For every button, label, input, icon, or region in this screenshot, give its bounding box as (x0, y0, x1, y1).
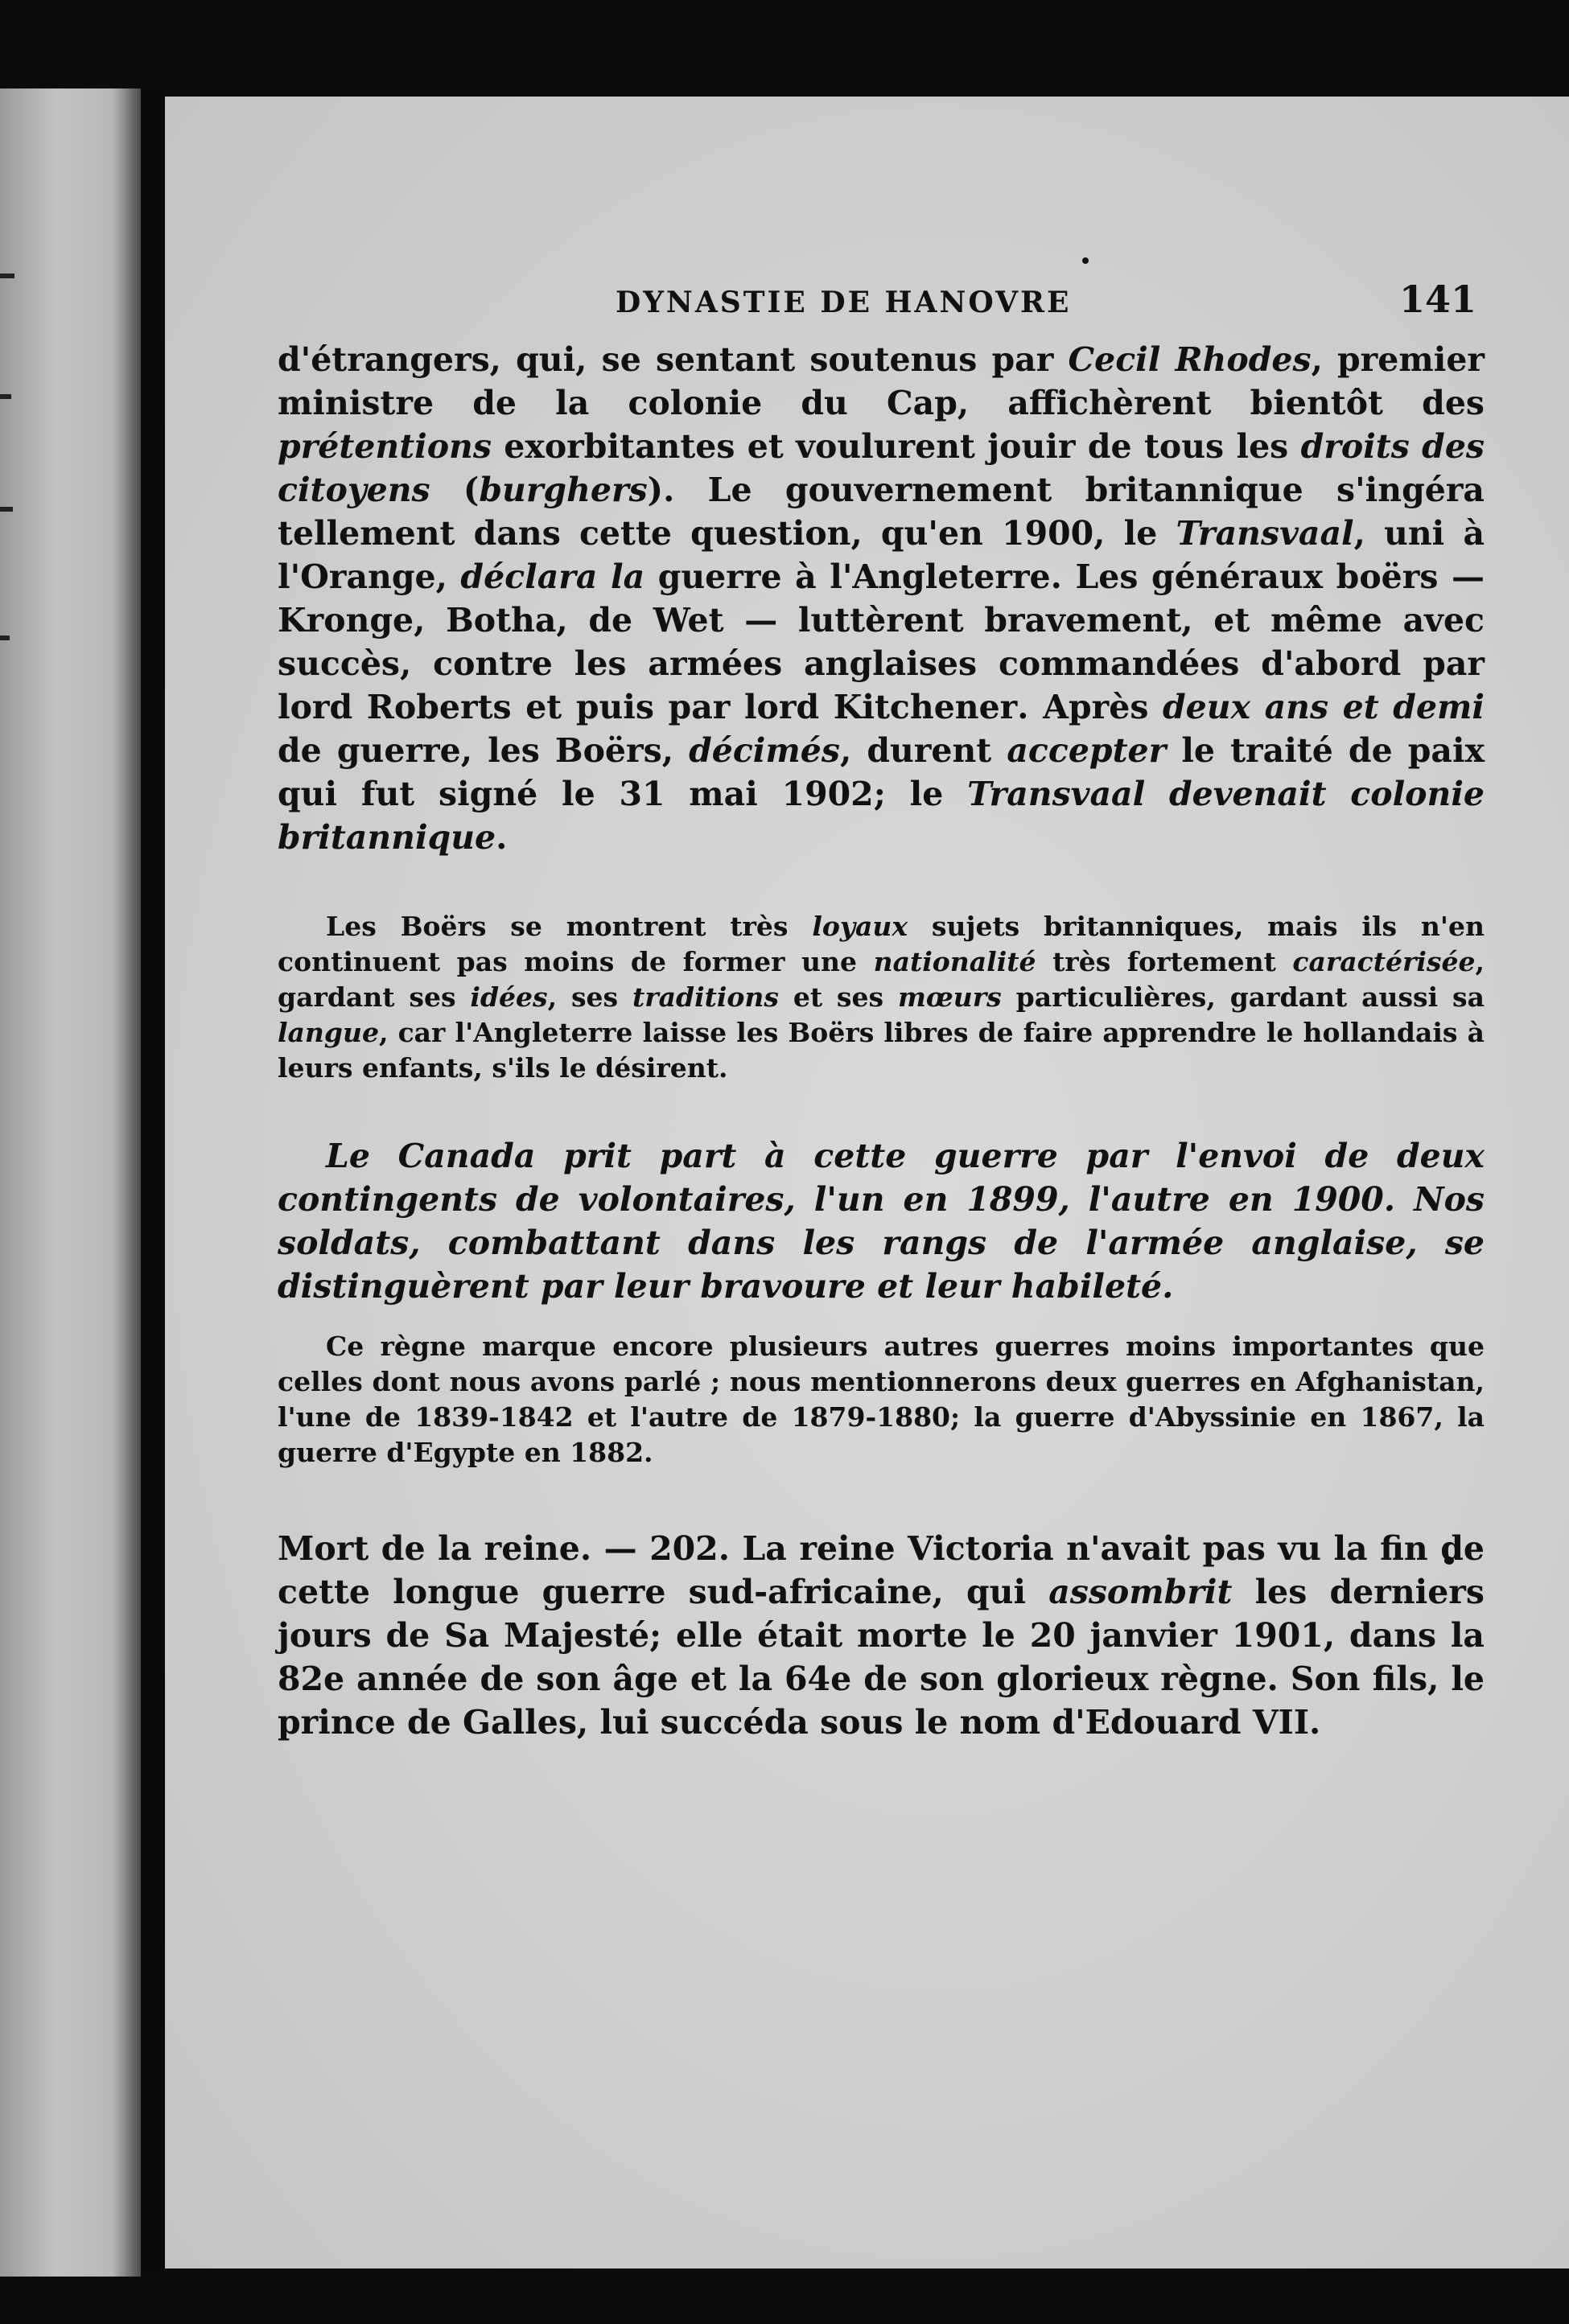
text-run: loyaux (812, 911, 908, 942)
text-run: décimés (689, 731, 840, 770)
text-run: d'étrangers (278, 340, 490, 379)
text-run: déclara la (460, 557, 645, 596)
text-run: accepter (1007, 731, 1167, 770)
text-run: Edouard VII (1085, 1703, 1310, 1742)
text-run: Les Boërs se montrent très (326, 911, 813, 942)
page-content (278, 274, 1485, 1744)
text-run: caractérisée (1292, 946, 1476, 977)
section-heading: Mort de la reine. (278, 1529, 592, 1568)
page-number: 141 (1398, 278, 1476, 321)
text-run: et puis par (511, 688, 744, 726)
text-run: — 202. La reine Victoria n'avait pas vu la fin de cette longue guerre sud-africaine, qui (278, 1529, 1485, 1611)
text-run: ). Le gouvernement britannique s'ingéra tellement dans cette question, qu'en (278, 471, 1485, 553)
text-run: les derniers jours de Sa Majesté; elle était morte le 20 janvier (278, 1573, 1485, 1655)
text-run: 82e année (278, 1660, 468, 1698)
text-run: , car l'Angleterre laisse les Boërs libres de faire apprendre le (378, 1017, 1303, 1048)
text-run: Transvaal (1176, 514, 1354, 553)
text-run: Cecil Rhodes (1068, 340, 1312, 379)
text-run: en 1867, la guerre d' (278, 1401, 1485, 1468)
text-run: Kronge, Botha, de Wet (278, 601, 724, 640)
text-run: guerre (657, 557, 782, 596)
text-run: Egypte (413, 1437, 516, 1468)
text-run: le traité de paix qui fut signé le 31 mai 1902; le (278, 731, 1485, 813)
text-run: Abyssinie (1155, 1401, 1296, 1433)
text-run: . (496, 818, 508, 857)
text-run: , qui, se sentant soutenus par (489, 340, 1069, 379)
text-run: burghers (479, 471, 648, 509)
text-run: à leurs enfants, s'ils le désirent. (278, 1017, 1485, 1084)
text-run: très fortement (1036, 946, 1293, 977)
paragraph-boers-loyalty (278, 909, 1485, 1086)
text-run: 64e (784, 1660, 852, 1698)
paragraph-canada-contingents: Le Canada prit part à cette guerre par l'envoi de deux contingents de volontaires, l'un en 1899, l'autre en 1900. Nos soldats, combattant dans les rangs de l'armée anglaise, se distinguèrent par leur bravoure et leur habileté. (278, 1137, 1485, 1306)
text-run: de son glorieux règne. Son fils, le prince de Galles, lui succéda sous le nom d' (278, 1660, 1485, 1742)
text-run: , gardant ses (278, 946, 1485, 1013)
facing-page-mark (0, 636, 10, 640)
text-run: deux ans et demi (1163, 688, 1485, 726)
paragraph-other-wars (278, 1329, 1485, 1470)
text-run: particulières, gardant aussi sa (1001, 981, 1485, 1013)
text-run: de guerre, les Boërs, (278, 731, 690, 770)
text-run: , l'une de 1839-1842 et l'autre de 1879-1880; la guerre d' (278, 1366, 1485, 1433)
facing-page-mark (0, 274, 14, 278)
running-head (278, 274, 1485, 338)
text-run: . Après (1017, 688, 1163, 726)
text-run: à l'Angleterre. Les généraux boërs — (781, 557, 1485, 596)
text-run: , dans la (1323, 1616, 1485, 1655)
text-run: , premier ministre de la colonie du Cap, affichèrent bientôt des (278, 340, 1485, 422)
text-run: en 1882. (515, 1437, 653, 1468)
facing-page-mark (0, 394, 11, 399)
text-run: lord Roberts (278, 688, 512, 726)
text-run: idées (470, 981, 548, 1013)
text-run: sujets britanniques, mais ils n'en continuent pas moins de former une (278, 911, 1485, 977)
book-page (165, 97, 1569, 2268)
text-run: ( (430, 471, 480, 509)
paragraph-death-of-queen (278, 1527, 1485, 1744)
text-run: Afghanistan (1295, 1366, 1476, 1397)
text-run: assombrit (1048, 1573, 1233, 1611)
text-run: mœurs (897, 981, 1002, 1013)
text-run: hollandais (1303, 1017, 1458, 1048)
text-run: 1901 (1231, 1616, 1324, 1655)
text-run: , durent (839, 731, 1007, 770)
gutter-shadow (141, 88, 165, 2277)
text-run: de son âge et la (467, 1660, 785, 1698)
text-run: prétentions (278, 427, 492, 466)
text-run: . (1309, 1703, 1321, 1742)
paragraph-transvaal-war (278, 338, 1485, 859)
text-run: langue (278, 1017, 379, 1048)
facing-page-mark (0, 507, 13, 512)
text-run: Transvaal devenait colonie britannique (278, 775, 1485, 857)
text-run: traditions (632, 981, 779, 1013)
running-title: DYNASTIE DE HANOVRE (616, 286, 1072, 319)
text-run: exorbitantes et voulurent jouir de tous les (491, 427, 1301, 466)
text-run: lord Kitchener (743, 688, 1018, 726)
text-run: 1900 (1002, 514, 1094, 553)
text-run: droits des citoyens (278, 427, 1485, 509)
text-run: , le (1093, 514, 1176, 553)
text-run: et ses (778, 981, 898, 1013)
text-run: , ses (547, 981, 632, 1013)
text-run: nationalité (873, 946, 1036, 977)
text-run: — luttèrent bravement, et même avec succès, contre les armées anglaises commandées d'abord par (278, 601, 1485, 683)
text-run: , uni à l'Orange, (278, 514, 1485, 596)
ink-speck (1082, 257, 1089, 264)
facing-page-edge (0, 88, 141, 2277)
text-run (644, 557, 658, 596)
text-run: Ce règne marque encore plusieurs autres guerres moins importantes que celles dont nous avons parlé ; nous mentionnerons deux guerres en (278, 1331, 1485, 1397)
